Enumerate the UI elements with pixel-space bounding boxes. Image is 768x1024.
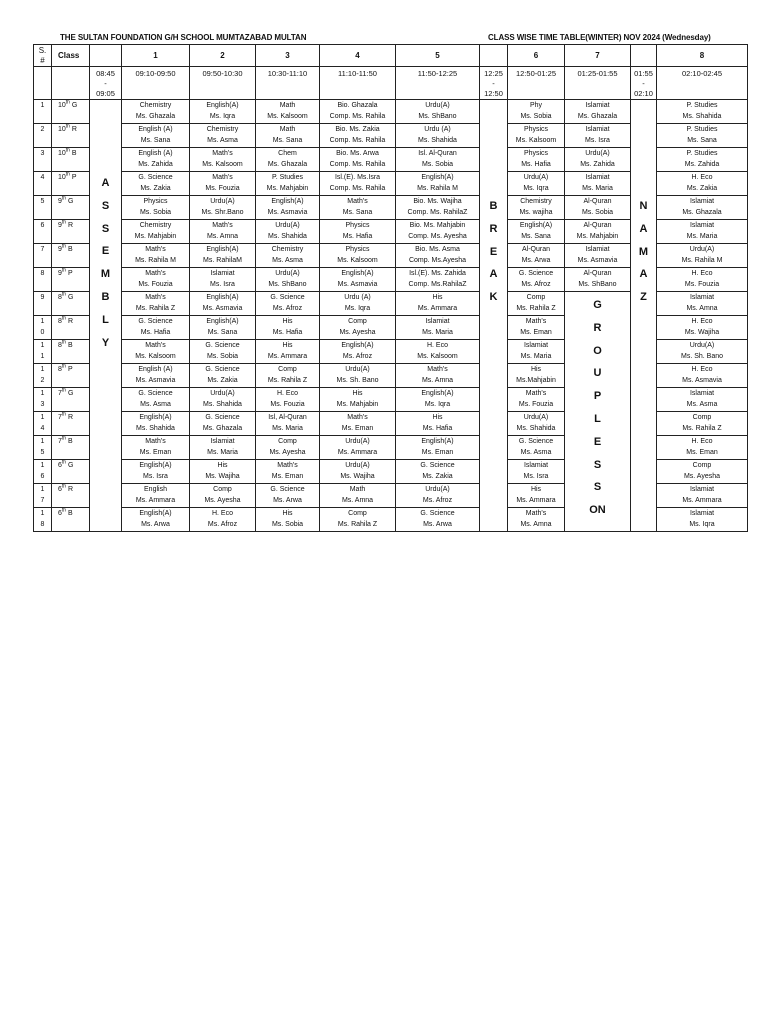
subject-cell: His Ms. Wajiha [190,460,256,484]
table-row [34,100,748,124]
class-name: 9th B [52,244,90,268]
subject-cell: Urdu(A) Ms. Sh. Bano [657,340,748,364]
assembly-letter: S [101,222,110,235]
class-name: 9th G [52,196,90,220]
subject-cell: Urdu(A) Ms. Afroz [396,484,480,508]
subject-cell: English(A) Ms. Asmavia [256,196,320,220]
assembly-header [90,45,122,67]
subject-cell: Math Ms. Amna [320,484,396,508]
serial-number: 2 [34,124,52,148]
subject-cell: Comp Ms. Rahila Z [657,412,748,436]
subject-cell: Math's Ms. Eman [122,436,190,460]
subject-cell: English(A) Ms. Sana [190,316,256,340]
subject-cell: Al-Quran Ms. ShBano [565,268,631,292]
subject-cell: English (A) Ms. Zahida [122,148,190,172]
subject-cell: Urdu(A) Ms. Rahila M [657,244,748,268]
subject-cell: Urdu(A) Ms. Shahida [256,220,320,244]
serial-number: 1 4 [34,412,52,436]
subject-cell: Islamiat Ms. Maria [190,436,256,460]
subject-cell: H. Eco Ms. Eman [657,436,748,460]
subject-cell: Al-Quran Ms. Sobia [565,196,631,220]
period-4-header: 4 [320,45,396,67]
subject-cell: G. Science Ms. Asma [508,436,565,460]
subject-cell: His Ms. Hafia [256,316,320,340]
subject-cell: Math's Ms. Rahila Z [122,292,190,316]
subject-cell: Math's Ms. Fouzia [190,172,256,196]
period-2-time: 09:50-10:30 [190,67,256,100]
subject-cell: Math Ms. Sana [256,124,320,148]
break-letter: B [489,200,498,212]
namaz-letter: N [639,200,648,212]
subject-cell: Urdu(A) Ms. Shr.Bano [190,196,256,220]
subject-cell: English(A) Ms. Shahida [122,412,190,436]
class-name: 8th G [52,292,90,316]
subject-cell: Comp Ms. Rahila Z [320,508,396,532]
subject-cell: Comp Ms. Ayesha [657,460,748,484]
subject-cell: His Ms. Ammara [508,484,565,508]
subject-cell: Bio. Ms. Asma Comp. Ms.Ayesha [396,244,480,268]
subject-cell: H. Eco Ms. Asmavia [657,364,748,388]
assembly-letter: S [101,199,110,212]
serial-number: 1 [34,100,52,124]
serial-number: 7 [34,244,52,268]
period-7-time: 01:25-01:55 [565,67,631,100]
subject-cell: English(A) Ms. Iqra [190,100,256,124]
subject-cell: Bio. Ms. Mahjabin Comp. Ms. Ayesha [396,220,480,244]
group-lesson-letter: P [593,390,602,403]
subject-cell: G. Science Ms. Zakia [396,460,480,484]
period-3-header: 3 [256,45,320,67]
subject-cell: Comp Ms. Ayesha [190,484,256,508]
break-column [480,100,508,532]
subject-cell: H. Eco Ms. Fouzia [657,268,748,292]
subject-cell: Comp Ms. Ayesha [256,436,320,460]
subject-cell: Chemistry Ms. Asma [256,244,320,268]
subject-cell: English (A) Ms. Asmavia [122,364,190,388]
subject-cell: Math's Ms. Eman [256,460,320,484]
subject-cell: G. Science Ms. Sobia [190,340,256,364]
subject-cell: Al-Quran Ms. Mahjabin [565,220,631,244]
subject-cell: Islamiat Ms. Isra [565,124,631,148]
serial-number: 1 5 [34,436,52,460]
subject-cell: English(A) Ms. Isra [122,460,190,484]
subject-cell: Urdu(A) Ms. Zahida [565,148,631,172]
subject-cell: Math's Ms. Amna [508,508,565,532]
serial-number: 1 6 [34,460,52,484]
subject-cell: Al-Quran Ms. Arwa [508,244,565,268]
subject-cell: English(A) Ms. Asmavia [320,268,396,292]
class-name: 9th P [52,268,90,292]
group-lesson-letter: G [593,299,602,311]
subject-cell: Phy Ms. Sobia [508,100,565,124]
assembly-letter: L [102,313,109,326]
subject-cell: His Ms. Ammara [396,292,480,316]
break-letter: E [489,245,498,258]
subject-cell: H. Eco Ms. Wajiha [657,316,748,340]
subject-cell: Bio. Ghazala Comp. Ms. Rahila [320,100,396,124]
group-lesson-letter: S [593,481,602,494]
namaz-letter: M [638,245,649,258]
subject-cell: Physics Ms. Sobia [122,196,190,220]
subject-cell: English (A) Ms. Sana [122,124,190,148]
subject-cell: Bio. Ms. Arwa Comp. Ms. Rahila [320,148,396,172]
school-name: THE SULTAN FOUNDATION G/H SCHOOL MUMTAZABAD MULTAN [60,33,307,42]
group-lesson-letter: E [593,435,602,448]
subject-cell: Islamiat Ms. Isra [508,460,565,484]
period-7-header: 7 [565,45,631,67]
subject-cell: G. Science Ms. Ghazala [190,412,256,436]
class-name: 10th R [52,124,90,148]
class-name: 8th B [52,340,90,364]
subject-cell: Islamiat Ms. Ammara [657,484,748,508]
serial-number: 6 [34,220,52,244]
subject-cell: P. Studies Ms. Mahjabin [256,172,320,196]
sno-time-blank [34,67,52,100]
period-6-time: 12:50-01:25 [508,67,565,100]
assembly-letter: Y [101,336,110,349]
serial-number: 1 3 [34,388,52,412]
subject-cell: Isl, Al-Quran Ms. Maria [256,412,320,436]
class-name: 9th R [52,220,90,244]
subject-cell: Islamiat Ms. Asma [657,388,748,412]
period-5-time: 11:50-12:25 [396,67,480,100]
subject-cell: Urdu(A) Ms. Wajiha [320,460,396,484]
subject-cell: Comp Ms. Ayesha [320,316,396,340]
subject-cell: Physics Ms. Hafia [320,220,396,244]
subject-cell: Bio. Ms. Zakia Comp. Ms. Rahila [320,124,396,148]
serial-number: 8 [34,268,52,292]
subject-cell: Islamiat Ms. Iqra [657,508,748,532]
subject-cell: Urdu(A) Ms. Iqra [508,172,565,196]
subject-cell: His Ms. Ammara [256,340,320,364]
timetable [33,44,748,532]
subject-cell: Isl.(E). Ms. Zahida Comp. Ms.RahilaZ [396,268,480,292]
subject-cell: English(A) Ms. Eman [396,436,480,460]
subject-cell: Urdu(A) Ms. Sh. Bano [320,364,396,388]
period-8-time: 02:10-02:45 [657,67,748,100]
subject-cell: English(A) Ms. RahilaM [190,244,256,268]
class-name: 6th R [52,484,90,508]
group-lesson-column [565,292,631,532]
subject-cell: Physics Ms. Kalsoom [508,124,565,148]
sno-header: S. # [34,45,52,67]
class-name: 7th G [52,388,90,412]
subject-cell: Islamiat Ms. Asmavia [565,244,631,268]
subject-cell: Comp Ms. Rahila Z [508,292,565,316]
subject-cell: Math Ms. Kalsoom [256,100,320,124]
serial-number: 1 7 [34,484,52,508]
subject-cell: His Ms. Sobia [256,508,320,532]
timetable-title: CLASS WISE TIME TABLE(WINTER) NOV 2024 (Wednesday) [488,33,711,42]
subject-cell: P. Studies Ms. Sana [657,124,748,148]
serial-number: 1 2 [34,364,52,388]
serial-number: 1 1 [34,340,52,364]
subject-cell: Islamiat Ms. Amna [657,292,748,316]
subject-cell: Urdu (A) Ms. Iqra [320,292,396,316]
subject-cell: Math's Ms. Amna [396,364,480,388]
class-name: 6th B [52,508,90,532]
subject-cell: Isl.(E). Ms.Isra Comp. Ms. Rahila [320,172,396,196]
assembly-time: 08:45 - 09:05 [90,67,122,100]
subject-cell: Math's Ms. Fouzia [122,268,190,292]
period-4-time: 11:10-11:50 [320,67,396,100]
subject-cell: H. Eco Ms. Afroz [190,508,256,532]
assembly-column [90,100,122,532]
subject-cell: G. Science Ms. Asma [122,388,190,412]
period-6-header: 6 [508,45,565,67]
namaz-letter: A [639,222,648,235]
group-lesson-letter: O [593,344,602,357]
serial-number: 9 [34,292,52,316]
period-3-time: 10:30-11:10 [256,67,320,100]
group-lesson-letter: L [594,412,601,425]
subject-cell: G. Science Ms. Zakia [122,172,190,196]
subject-cell: Islamiat Ms. Maria [565,172,631,196]
subject-cell: Isl. Al-Quran Ms. Sobia [396,148,480,172]
period-1-header: 1 [122,45,190,67]
break-time: 12:25 - 12:50 [480,67,508,100]
subject-cell: G. Science Ms. Zakia [190,364,256,388]
subject-cell: Chemistry Ms. Mahjabin [122,220,190,244]
subject-cell: Math's Ms. Eman [320,412,396,436]
subject-cell: P. Studies Ms. Zahida [657,148,748,172]
class-name: 10th B [52,148,90,172]
period-8-header: 8 [657,45,748,67]
subject-cell: English(A) Ms. Iqra [396,388,480,412]
subject-cell: Chemistry Ms. wajiha [508,196,565,220]
subject-cell: H. Eco Ms. Fouzia [256,388,320,412]
subject-cell: Islamiat Ms. Ghazala [565,100,631,124]
subject-cell: Chem Ms. Ghazala [256,148,320,172]
subject-cell: Islamiat Ms. Ghazala [657,196,748,220]
period-5-header: 5 [396,45,480,67]
group-lesson-letter: R [593,321,602,334]
assembly-letter: E [101,245,110,258]
subject-cell: Urdu(A) Ms. ShBano [396,100,480,124]
subject-cell: Chemistry Ms. Ghazala [122,100,190,124]
subject-cell: H. Eco Ms. Zakia [657,172,748,196]
subject-cell: Math's Ms. Eman [508,316,565,340]
subject-cell: G. Science Ms. Afroz [256,292,320,316]
subject-cell: His Ms. Hafia [396,412,480,436]
subject-cell: Chemistry Ms. Asma [190,124,256,148]
break-letter: A [489,268,498,281]
serial-number: 4 [34,172,52,196]
header-row-times [34,67,748,100]
subject-cell: English(A) Ms. Rahila M [396,172,480,196]
subject-cell: Math's Ms. Sana [320,196,396,220]
class-name: 7th R [52,412,90,436]
assembly-letter: B [101,290,110,303]
namaz-letter: Z [640,291,647,304]
subject-cell: Islamiat Ms. Maria [657,220,748,244]
class-name: 6th G [52,460,90,484]
serial-number: 3 [34,148,52,172]
subject-cell: Bio. Ms. Wajiha Comp. Ms. RahilaZ [396,196,480,220]
subject-cell: P. Studies Ms. Shahida [657,100,748,124]
subject-cell: Islamiat Ms. Maria [396,316,480,340]
subject-cell: English(A) Ms. Afroz [320,340,396,364]
subject-cell: Islamiat Ms. Isra [190,268,256,292]
subject-cell: Urdu(A) Ms. Ammara [320,436,396,460]
subject-cell: H. Eco Ms. Kalsoom [396,340,480,364]
subject-cell: Physics Ms. Kalsoom [320,244,396,268]
group-lesson-letter: U [593,367,602,380]
namaz-letter: A [639,268,648,281]
subject-cell: English Ms. Ammara [122,484,190,508]
namaz-column [631,100,657,532]
serial-number: 1 0 [34,316,52,340]
break-letter: K [489,291,498,304]
subject-cell: Physics Ms. Hafia [508,148,565,172]
group-lesson-letter: S [593,458,602,471]
class-name: 10th P [52,172,90,196]
class-name: 8th P [52,364,90,388]
class-time-blank [52,67,90,100]
serial-number: 5 [34,196,52,220]
subject-cell: Comp Ms. Rahila Z [256,364,320,388]
namaz-header [631,45,657,67]
subject-cell: His Ms.Mahjabin [508,364,565,388]
subject-cell: English(A) Ms. Asmavia [190,292,256,316]
subject-cell: G. Science Ms. Arwa [256,484,320,508]
subject-cell: Math's Ms. Rahila M [122,244,190,268]
subject-cell: English(A) Ms. Arwa [122,508,190,532]
period-2-header: 2 [190,45,256,67]
subject-cell: Islamiat Ms. Maria [508,340,565,364]
subject-cell: G. Science Ms. Arwa [396,508,480,532]
subject-cell: His Ms. Mahjabin [320,388,396,412]
class-name: 10th G [52,100,90,124]
subject-cell: Urdu (A) Ms. Shahida [396,124,480,148]
break-letter: R [489,222,498,235]
subject-cell: Math's Ms. Kalsoom [122,340,190,364]
subject-cell: G. Science Ms. Hafia [122,316,190,340]
subject-cell: Math's Ms. Kalsoom [190,148,256,172]
break-header [480,45,508,67]
class-header: Class [52,45,90,67]
subject-cell: Urdu(A) Ms. ShBano [256,268,320,292]
subject-cell: English(A) Ms. Sana [508,220,565,244]
subject-cell: Urdu(A) Ms. Shahida [190,388,256,412]
assembly-letter: M [100,268,111,281]
class-name: 8th R [52,316,90,340]
subject-cell: Urdu(A) Ms. Shahida [508,412,565,436]
period-1-time: 09:10-09:50 [122,67,190,100]
subject-cell: Math's Ms. Fouzia [508,388,565,412]
namaz-time: 01:55 - 02:10 [631,67,657,100]
group-lesson-letter: ON [589,504,606,517]
class-name: 7th B [52,436,90,460]
subject-cell: Math's Ms. Amna [190,220,256,244]
header-row-periods [34,45,748,67]
serial-number: 1 8 [34,508,52,532]
subject-cell: G. Science Ms. Afroz [508,268,565,292]
assembly-letter: A [101,177,110,189]
